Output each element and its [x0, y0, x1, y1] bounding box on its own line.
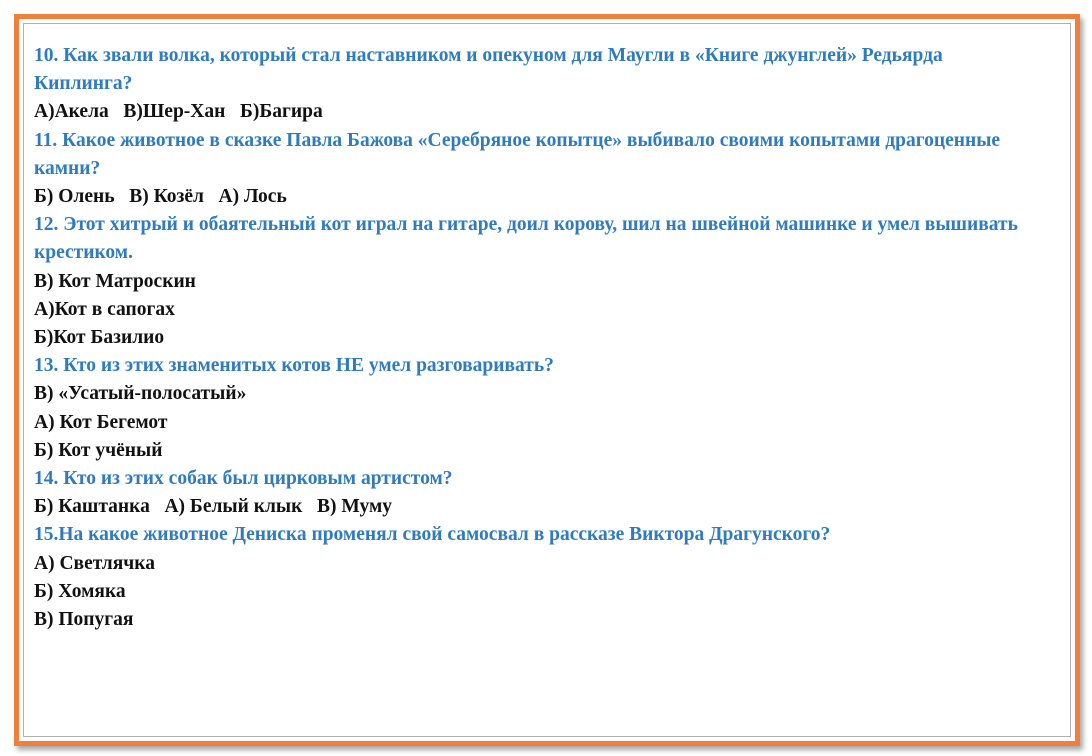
- question-11: 11. Какое животное в сказке Павла Бажова «Серебряное копытце» выбивало своими копытами драгоценные камни?: [34, 129, 1001, 179]
- answer-line: В) «Усатый-полосатый»: [34, 383, 247, 405]
- answer-line: В) Кот Матроскин: [34, 270, 196, 292]
- slide-inner-border: [23, 23, 1071, 737]
- answer-line: А) Светлячка: [34, 552, 155, 574]
- slide-frame: [14, 14, 1080, 746]
- question-10: 10. Как звали волка, который стал наставником и опекуном для Маугли в «Книге джунглей» Редьярда Киплинга?: [34, 45, 943, 95]
- question-12: 12. Этот хитрый и обаятельный кот играл на гитаре, доил корову, шил на швейной машинке и умел вышивать крестиком.: [34, 214, 1018, 264]
- answer-line: А)Кот в сапогах: [34, 298, 175, 320]
- answer-line: Б)Кот Базилио: [34, 327, 165, 349]
- answer-line: А)Акела В)Шер-Хан Б)Багира: [34, 101, 323, 123]
- answer-line: Б) Олень В) Козёл А) Лось: [34, 186, 287, 208]
- answer-line: А) Кот Бегемот: [34, 411, 168, 433]
- question-14: 14. Кто из этих собак был цирковым артистом?: [34, 468, 453, 490]
- answer-line: Б) Каштанка А) Белый клык В) Муму: [34, 496, 393, 518]
- answer-line: Б) Кот учёный: [34, 439, 163, 461]
- quiz-content: [34, 42, 1044, 634]
- question-13: 13. Кто из этих знаменитых котов НЕ умел разговаривать?: [34, 355, 554, 377]
- question-15: 15.На какое животное Дениска променял свой самосвал в рассказе Виктора Драгунского?: [34, 524, 831, 546]
- answer-line: В) Попугая: [34, 609, 134, 631]
- answer-line: Б) Хомяка: [34, 580, 126, 602]
